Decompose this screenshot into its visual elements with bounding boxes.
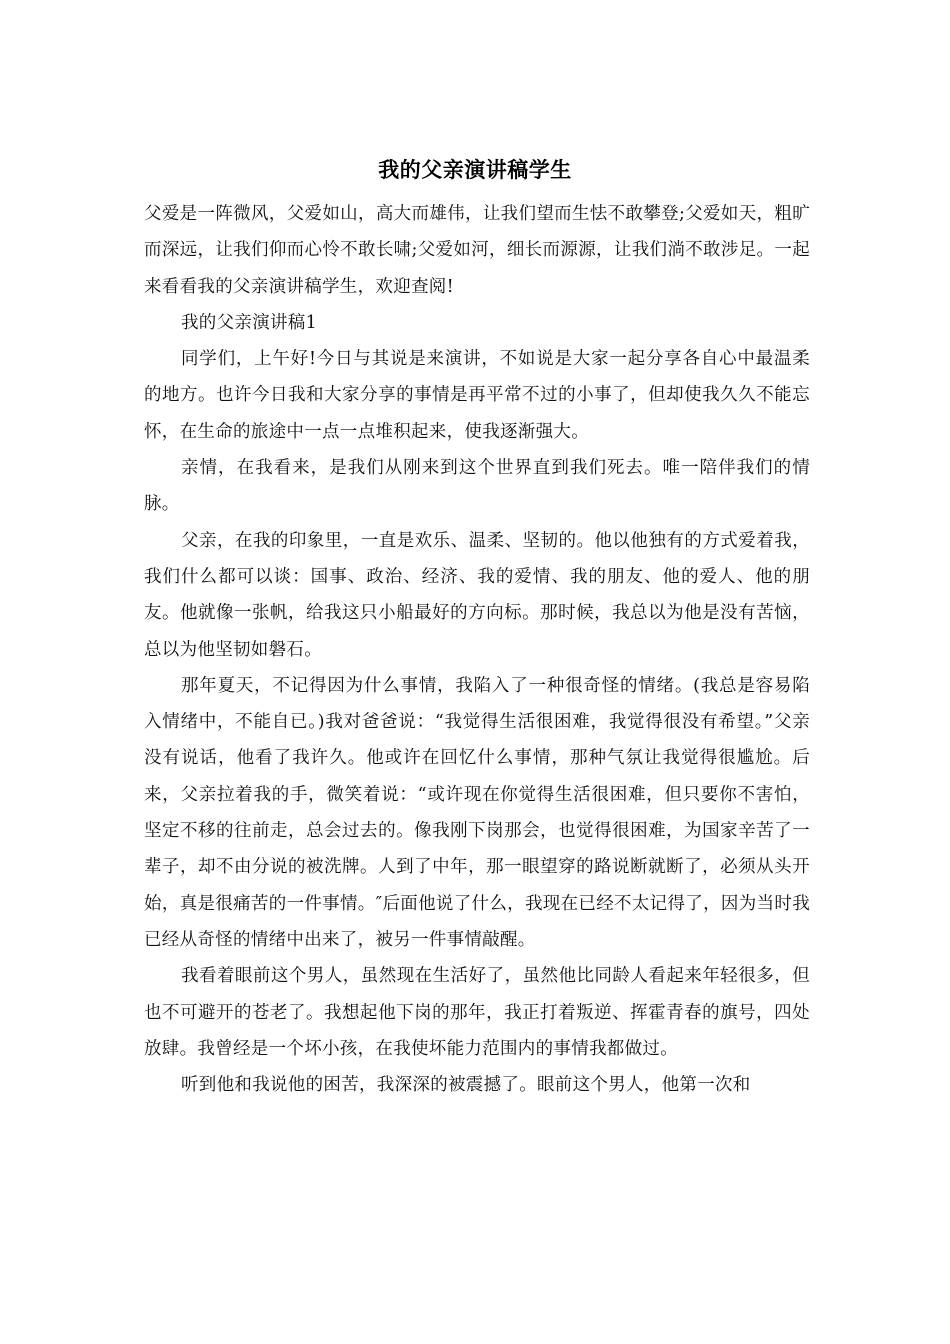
paragraph: 那年夏天，不记得因为什么事情，我陷入了一种很奇怪的情绪。(我总是容易陷入情绪中，不能自已。)我对爸爸说：“我觉得生活很困难，我觉得很没有希望。”父亲没有说话，他看了我许久。他或许在回忆什么事情，那种气氛让我觉得很尴尬。后来，父亲拉着我的手，微笑着说：“或许现在你觉得生活很困难，但只要你不害怕，坚定不移的往前走，总会过去的。像我刚下岗那会，也觉得很困难，为国家辛苦了一辈子，却不由分说的被洗牌。人到了中年，那一眼望穿的路说断就断了，必须从头开始，真是很痛苦的一件事情。″后面他说了什么，我现在已经不太记得了，因为当时我已经从奇怪的情绪中出来了，被另一件事情敲醒。 xyxy=(144,675,810,950)
paragraph: 亲情，在我看来，是我们从刚来到这个世界直到我们死去。唯一陪伴我们的情脉。 xyxy=(144,458,810,515)
paragraph: 听到他和我说他的困苦，我深深的被震撼了。眼前这个男人，他第一次和 xyxy=(181,1075,751,1096)
paragraph: 同学们，上午好!今日与其说是来演讲，不如说是大家一起分享各自心中最温柔的地方。也许今日我和大家分享的事情是再平常不过的小事了，但却使我久久不能忘怀，在生命的旅途中一点一点堆积起来，使我逐渐强大。 xyxy=(144,349,810,442)
document-body xyxy=(144,196,810,1103)
paragraph-section-heading: 我的父亲演讲稿1 xyxy=(181,312,318,333)
document-title: 我的父亲演讲稿学生 xyxy=(378,158,572,182)
paragraph: 父亲，在我的印象里，一直是欢乐、温柔、坚韧的。他以他独有的方式爱着我，我们什么都可以谈：国事、政治、经济、我的爱情、我的朋友、他的爱人、他的朋友。他就像一张帆，给我这只小船最好的方向标。那时候，我总以为他是没有苦恼，总以为他坚韧如磐石。 xyxy=(144,530,810,660)
paragraph-intro: 父爱是一阵微风，父爱如山，高大而雄伟，让我们望而生怯不敢攀登;父爱如天，粗旷而深远，让我们仰而心怜不敢长啸;父爱如河，细长而源源，让我们淌不敢涉足。一起来看看我的父亲演讲稿学生，欢迎查阅! xyxy=(144,204,810,297)
paragraph: 我看着眼前这个男人，虽然现在生活好了，虽然他比同龄人看起来年轻很多，但也不可避开的苍老了。我想起他下岗的那年，我正打着叛逆、挥霍青春的旗号，四处放肆。我曾经是一个坏小孩，在我使坏能力范围内的事情我都做过。 xyxy=(144,966,810,1059)
